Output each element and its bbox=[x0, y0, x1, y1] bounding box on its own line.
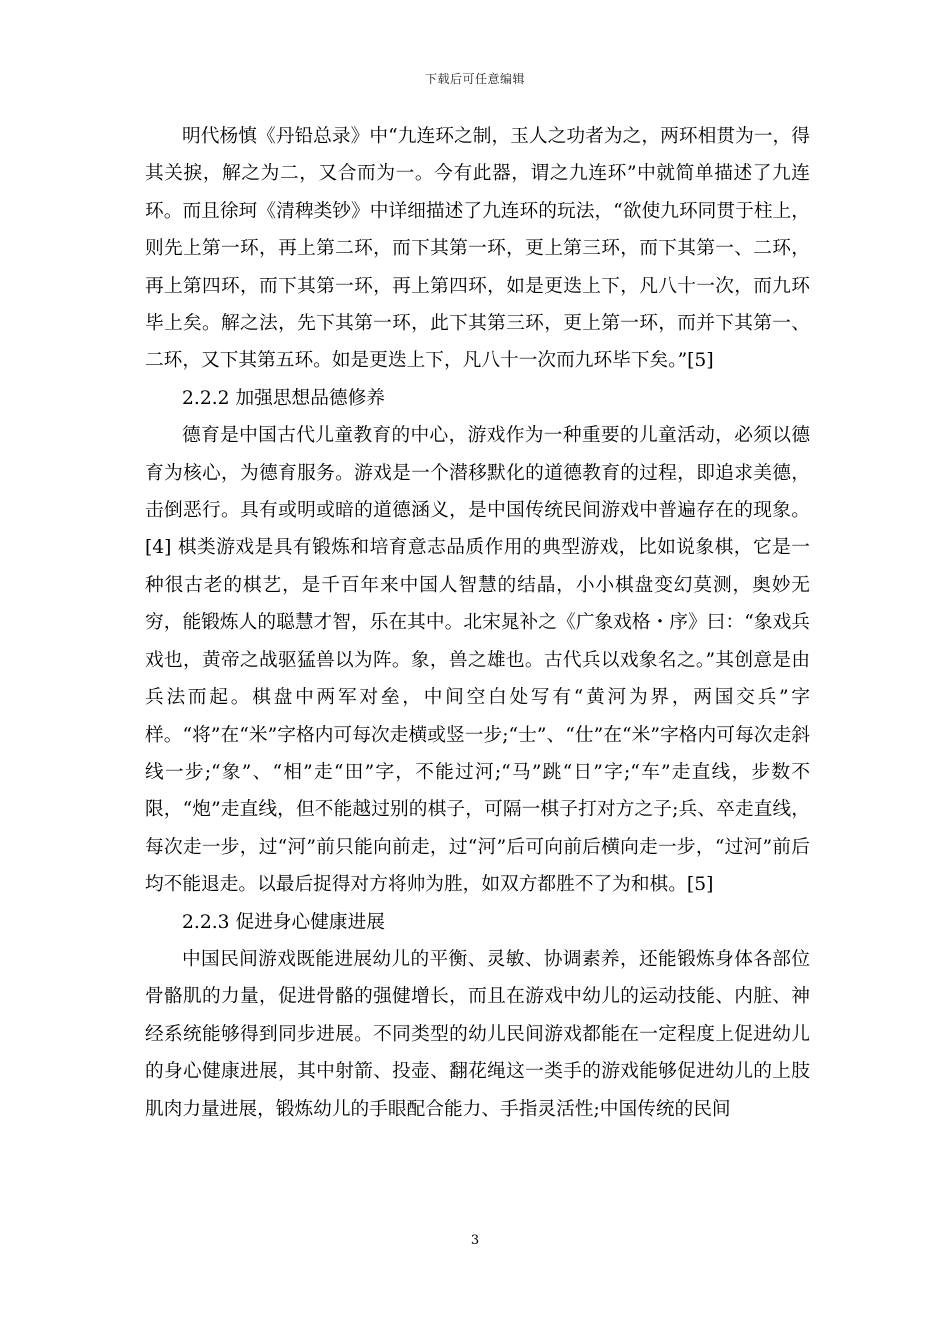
paragraph-moral-education-chess: 德育是中国古代儿童教育的中心，游戏作为一种重要的儿童活动，必须以德育为核心，为德育服务。游戏是一个潜移默化的道德教育的过程，即追求美德，击倒恶行。具有或明或暗的道德涵义，是中国传统民间游戏中普遍存在的现象。[4] 棋类游戏是具有锻炼和培育意志品质作用的典型游戏，比如说象棋，它是一种很古老的棋艺，是千百年来中国人智慧的结晶，小小棋盘变幻莫测，奥妙无穷，能锻炼人的聪慧才智，乐在其中。北宋晁补之《广象戏格・序》曰：“象戏兵戏也，黄帝之战驱猛兽以为阵。象，兽之雄也。古代兵以戏象名之。”其创意是由兵法而起。棋盘中两军对垒，中间空白处写有“黄河为界，两国交兵”字样。“将”在“米”字格内可每次走横或竖一步;“士”、“仕”在“米”字格内可每次走斜线一步;“象”、“相”走“田”字，不能过河;“马”跳“日”字;“车”走直线，步数不限，“炮”走直线，但不能越过别的棋子，可隔一棋子打对方之子;兵、卒走直线，每次走一步，过“河”前只能向前走，过“河”后可向前后横向走一步，“过河”前后均不能退走。以最后捉得对方将帅为胜，如双方都胜不了为和棋。[5] bbox=[145, 425, 811, 896]
paragraph-physical-development: 中国民间游戏既能进展幼儿的平衡、灵敏、协调素养，还能锻炼身体各部位骨骼肌的力量，促进骨骼的强健增长，而且在游戏中幼儿的运动技能、内脏、神经系统能够得到同步进展。不同类型的幼儿民间游戏都能在一定程度上促进幼儿的身心健康进展，其中射箭、投壶、翻花绳这一类手的游戏能够促进幼儿的上肢肌肉力量进展，锻炼幼儿的手眼配合能力、手指灵活性;中国传统的民间 bbox=[145, 948, 810, 1120]
section-heading-moral-cultivation: 2.2.2 加强思想品德修养 bbox=[182, 387, 385, 409]
document-body bbox=[145, 118, 810, 1128]
header-watermark: 下载后可任意编辑 bbox=[424, 72, 525, 86]
paragraph-nine-linked-rings: 明代杨慎《丹铅总录》中“九连环之制，玉人之功者为之，两环相贯为一，得其关捩，解之为二，又合而为一。今有此器，谓之九连环”中就简单描述了九连环。而且徐珂《清稗类钞》中详细描述了九连环的玩法，“欲使九环同贯于柱上，则先上第一环，再上第二环，而下其第一环，更上第三环，而下其第一、二环，再上第四环，而下其第一环，再上第四环，如是更迭上下，凡八十一次，而九环毕上矣。解之法，先下其第一环，此下其第三环，更上第一环，而并下其第一、二环，又下其第五环。如是更迭上下，凡八十一次而九环毕下矣。”[5] bbox=[145, 126, 810, 372]
page-number: 3 bbox=[470, 1233, 480, 1248]
section-heading-physical-health: 2.2.3 促进身心健康进展 bbox=[182, 911, 385, 933]
